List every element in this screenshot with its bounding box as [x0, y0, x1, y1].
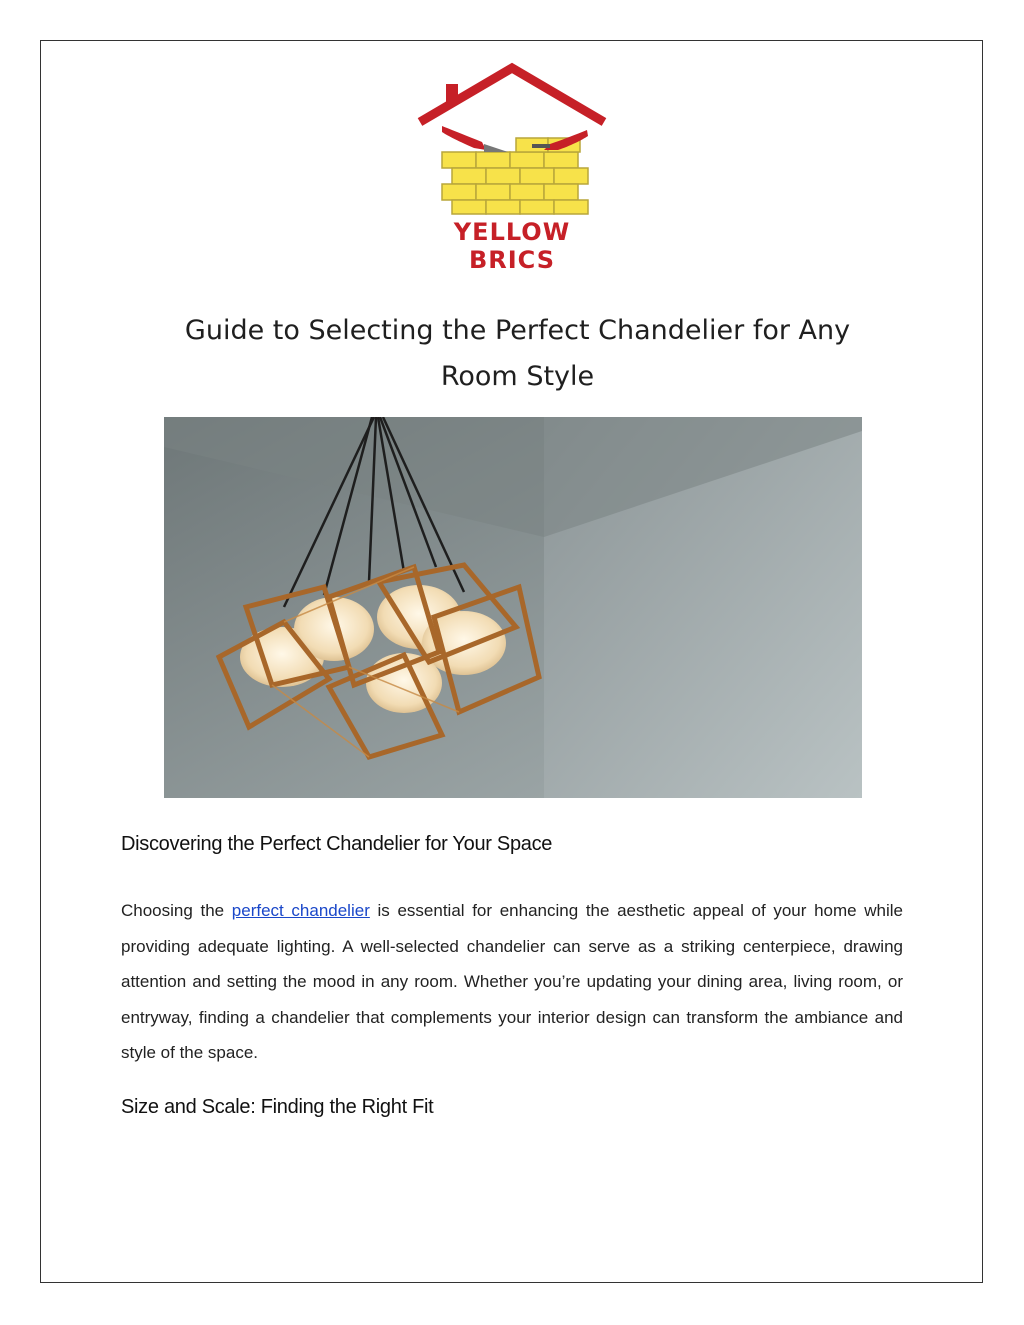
chandelier-photo	[164, 417, 862, 798]
section-heading-size-scale: Size and Scale: Finding the Right Fit	[121, 1096, 434, 1118]
perfect-chandelier-link[interactable]: perfect chandelier	[231, 901, 370, 920]
section-paragraph-discovering	[121, 893, 903, 1071]
yellow-brics-logo	[412, 60, 612, 274]
chandelier-image	[164, 417, 862, 798]
paragraph-text-before-link: Choosing the	[121, 901, 232, 920]
house-brick-logo-icon	[412, 60, 612, 220]
page-title	[120, 308, 915, 400]
page-title-line-1: Guide to Selecting the Perfect Chandelier for Any	[184, 315, 851, 346]
page-title-line-2: Room Style	[440, 361, 595, 392]
section-heading-discovering: Discovering the Perfect Chandelier for Your Space	[121, 833, 553, 855]
paragraph-text-after-link: is essential for enhancing the aesthetic appeal of your home while providing adequate lighting. A well-selected chandelier can serve as a striking centerpiece, drawing attention and setting the mood in any room. Whether you’re updating your dining area, living room, or entryway, finding a chandelier that complements your interior design can transform the ambiance and style of the space.	[121, 901, 903, 1062]
brand-name: YELLOW BRICS	[453, 218, 571, 274]
